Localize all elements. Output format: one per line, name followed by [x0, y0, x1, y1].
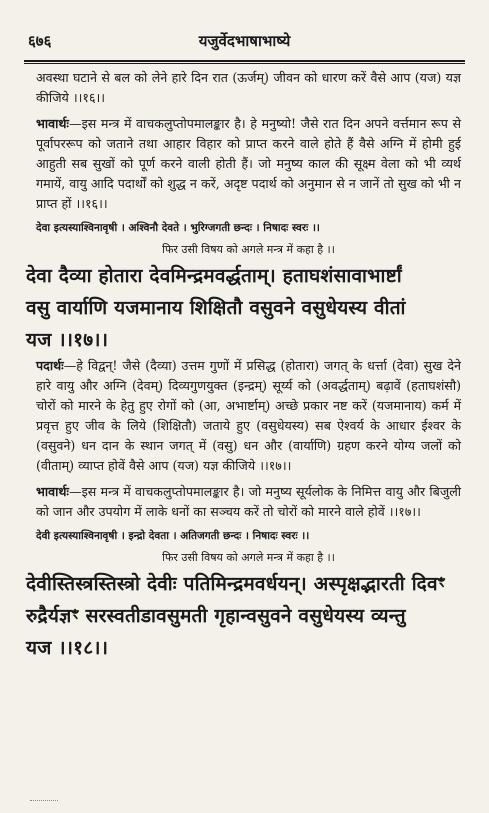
continuation-paragraph: अवस्था घटाने से बल को लेने हारे दिन रात (ऊर्जम्) जीवन को धारण करें वैसे आप (यज) यज्ञ कीजिये ।।१६।। [36, 70, 461, 105]
header-rule [24, 60, 465, 62]
bhavartha-16 [36, 114, 461, 214]
header-rule-thin [24, 63, 465, 64]
padartha-label: पदार्थः [36, 358, 64, 373]
page-body [26, 68, 461, 664]
mantra-line: देवा दैव्या होतारा देवमिन्द्रमवर्द्धताम्। हताघशंसावाभार्ष्टां [26, 265, 402, 287]
page-header [28, 26, 461, 56]
padartha-text: —हे विद्वन्! जैसे (दैव्या) उत्तम गुणों में प्रसिद्ध (होतारा) जगत् के धर्त्ता (देवा) सुख देने हारे वायु और अग्नि (देवम्) दिव्यगुणयुक्त (इन्द्रम्) सूर्य्य को (अवर्द्धताम्) बढ़ावें (हताघशंसौ) चोरों को मारने के हेतु हुए रोगों को (आ, अभार्ष्टाम्) अच्छे प्रकार नष्ट करें (यजमानाय) कर्म में प्रवृत्त हुए जीव के लिये (शिक्षितौ) जताये हुए (वसुधेयस्य) सब ऐश्वर्य के आधार ईश्वर के (वसुवने) धन दान के स्थान जगत् में (वसु) धन और (वार्याणि) ग्रहण करने योग्य जलों को (वीताम्) व्याप्त होवें वैसे आप (यज) यज्ञ कीजिये ।।१७।। [36, 358, 461, 473]
mantra-line: वसु वार्याणि यजमानाय शिक्षितौ वसुवने वसुधेयस्य वीतां [26, 297, 406, 319]
padartha-17 [36, 356, 461, 476]
running-title: यजुर्वेदभाषाभाष्ये [198, 32, 291, 50]
bhavartha-label: भावार्थः [36, 116, 69, 131]
mantra-intro-18: फिर उसी विषय को अगले मन्त्र में कहा है ।। [162, 551, 335, 564]
bhavartha-label: भावार्थः [36, 484, 69, 499]
page-number: ६७६ [28, 32, 52, 50]
mantra-17 [26, 260, 461, 356]
mantra-18 [26, 568, 461, 664]
mantra-intro-17: फिर उसी विषय को अगले मन्त्र में कहा है ।। [162, 243, 335, 256]
bhavartha-text: —इस मन्त्र में वाचकलुप्तोपमालङ्कार है। हे मनुष्यो! जैसे रात दिन अपने वर्त्तमान रूप से पूर्वापररूप को जताने तथा आहार विहार को प्राप्त करने वाले होते हैं वैसे अग्नि में होमी हुई आहुती सब सुखों को पूर्ण करने वाली होती हैं। जो मनुष्य काल की सूक्ष्म वेला को भी व्यर्थ गमायें, वायु आदि पदार्थों को शुद्ध न करें, अदृष्ट पदार्थ को अनुमान से न जानें तो सुख को भी न प्राप्त हों ।।१६।। [36, 116, 461, 211]
mantra-line: यज ।।१७।। [26, 329, 109, 351]
mantra-line: रुद्रैर्यज्ञꣳ सरस्वतीडावसुमती गृहान्वसुवने वसुधेयस्य व्यन्तु [26, 605, 406, 627]
footer-mark [30, 800, 58, 801]
mantra-meta-17: देवा इत्यस्याश्विनावृषी । अश्विनौ देवते । भुरिग्जगती छन्दः । निषादः स्वरः ।। [36, 222, 320, 234]
mantra-line: देवीस्तिस्त्रस्तिस्त्रो देवीः पतिमिन्द्रमवर्धयन्। अस्पृक्षद्भारती दिवꣳ [26, 573, 446, 595]
mantra-meta-18: देवी इत्यस्याश्विनावृषी । इन्द्रो देवता । अतिजगती छन्दः । निषादः स्वरः ।। [36, 530, 310, 542]
mantra-line: यज ।।१८।। [26, 637, 109, 659]
bhavartha-text: —इस मन्त्र में वाचकलुप्तोपमालङ्कार है। जो मनुष्य सूर्यलोक के निमित्त वायु और बिजुली को जान और उपयोग में लाके धनों का सञ्चय करें तो चोरों को मारने वाले होवें ।।१७।। [36, 484, 461, 519]
bhavartha-17 [36, 482, 461, 522]
